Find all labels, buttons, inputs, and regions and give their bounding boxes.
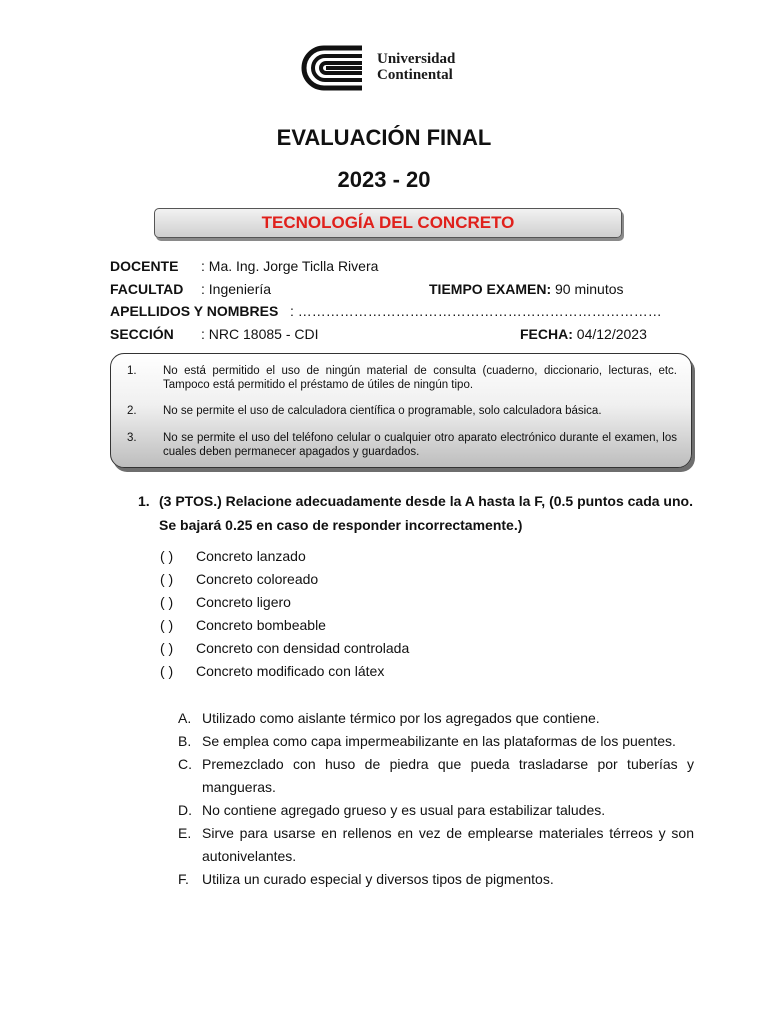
answer-blank[interactable]: ( ) (160, 640, 174, 656)
seccion-row (110, 326, 174, 342)
option-label: Concreto coloreado (196, 571, 319, 587)
rule-text: No se permite el uso del teléfono celular o cualquier otro aparato electrónico durante el examen, los cuales deben permanecer apagados y guardados. (163, 432, 677, 458)
question-number: 1. (138, 493, 150, 509)
definition-text: Se emplea como capa impermeabilizante en las plataformas de los puentes. (202, 733, 676, 749)
answer-blank[interactable]: ( ) (160, 617, 174, 633)
definition-letter: E. (178, 825, 192, 841)
option-label: Concreto con densidad controlada (196, 640, 410, 656)
fecha-label: FECHA: (520, 326, 573, 342)
option-label: Concreto modificado con látex (196, 663, 385, 679)
apellidos-blank[interactable]: : …………………………………………………………………… (290, 303, 662, 319)
apellidos-row (110, 303, 278, 319)
match-option (160, 617, 326, 633)
tiempo-value: 90 minutos (555, 281, 624, 297)
question-text: (3 PTOS.) Relacione adecuadamente desde la A hasta la F, (0.5 puntos cada uno. Se bajará 0.25 en caso de responder incorrectamente.) (159, 493, 693, 533)
option-label: Concreto lanzado (196, 548, 306, 564)
rule-text: No se permite el uso de calculadora científica o programable, solo calculadora básica. (163, 405, 602, 417)
definition-text: Utiliza un curado especial y diversos tipos de pigmentos. (202, 871, 554, 887)
definition-letter: F. (178, 871, 189, 887)
tiempo-row (429, 281, 624, 297)
facultad-value: : Ingeniería (201, 281, 272, 297)
exam-period: 2023 - 20 (337, 167, 431, 192)
tiempo-label: TIEMPO EXAMEN: (429, 281, 552, 297)
definition-letter: C. (178, 756, 192, 772)
match-option (160, 663, 384, 679)
match-option (160, 548, 306, 564)
definition-letter: B. (178, 733, 192, 749)
answer-blank[interactable]: ( ) (160, 571, 174, 587)
option-label: Concreto bombeable (196, 617, 326, 633)
apellidos-label: APELLIDOS Y NOMBRES (110, 303, 279, 319)
answer-blank[interactable]: ( ) (160, 548, 174, 564)
definition-letter: D. (178, 802, 192, 818)
definition-text: No contiene agregado grueso y es usual para estabilizar taludes. (202, 802, 606, 818)
course-title: TECNOLOGÍA DEL CONCRETO (261, 213, 515, 232)
rule-number: 3. (127, 432, 137, 444)
continental-logo-icon (300, 45, 370, 91)
rule-text: No está permitido el uso de ningún material de consulta (cuaderno, diccionario, lecturas, etc. Tampoco está permitido el préstamo de útiles de ningún tipo. (163, 365, 677, 391)
docente-label: DOCENTE (110, 258, 179, 274)
docente-value: : Ma. Ing. Jorge Ticlla Rivera (201, 258, 379, 274)
match-option (160, 571, 318, 587)
match-option (160, 640, 409, 656)
university-name: Universidad Continental (377, 51, 456, 83)
definition-text: Utilizado como aislante térmico por los agregados que contiene. (202, 710, 600, 726)
rules-box (110, 353, 692, 468)
university-logo (300, 45, 480, 91)
seccion-value: : NRC 18085 - CDI (201, 326, 319, 342)
exam-title: EVALUACIÓN FINAL (276, 125, 492, 150)
definition-text: Sirve para usarse en rellenos en vez de emplearse materiales térreos y son autonivelantes. (202, 825, 694, 864)
docente-row (110, 258, 178, 274)
rule-number: 1. (127, 365, 137, 377)
fecha-row (520, 326, 647, 342)
answer-blank[interactable]: ( ) (160, 663, 174, 679)
seccion-label: SECCIÓN (110, 326, 174, 342)
facultad-label: FACULTAD (110, 281, 184, 297)
answer-blank[interactable]: ( ) (160, 594, 174, 610)
definition-letter: A. (178, 710, 192, 726)
rule-number: 2. (127, 405, 137, 417)
definition-text: Premezclado con huso de piedra que pueda trasladarse por tuberías y mangueras. (202, 756, 694, 795)
option-label: Concreto ligero (196, 594, 291, 610)
match-option (160, 594, 291, 610)
facultad-row (110, 281, 183, 297)
course-title-box (154, 208, 622, 238)
fecha-value: 04/12/2023 (576, 326, 647, 342)
